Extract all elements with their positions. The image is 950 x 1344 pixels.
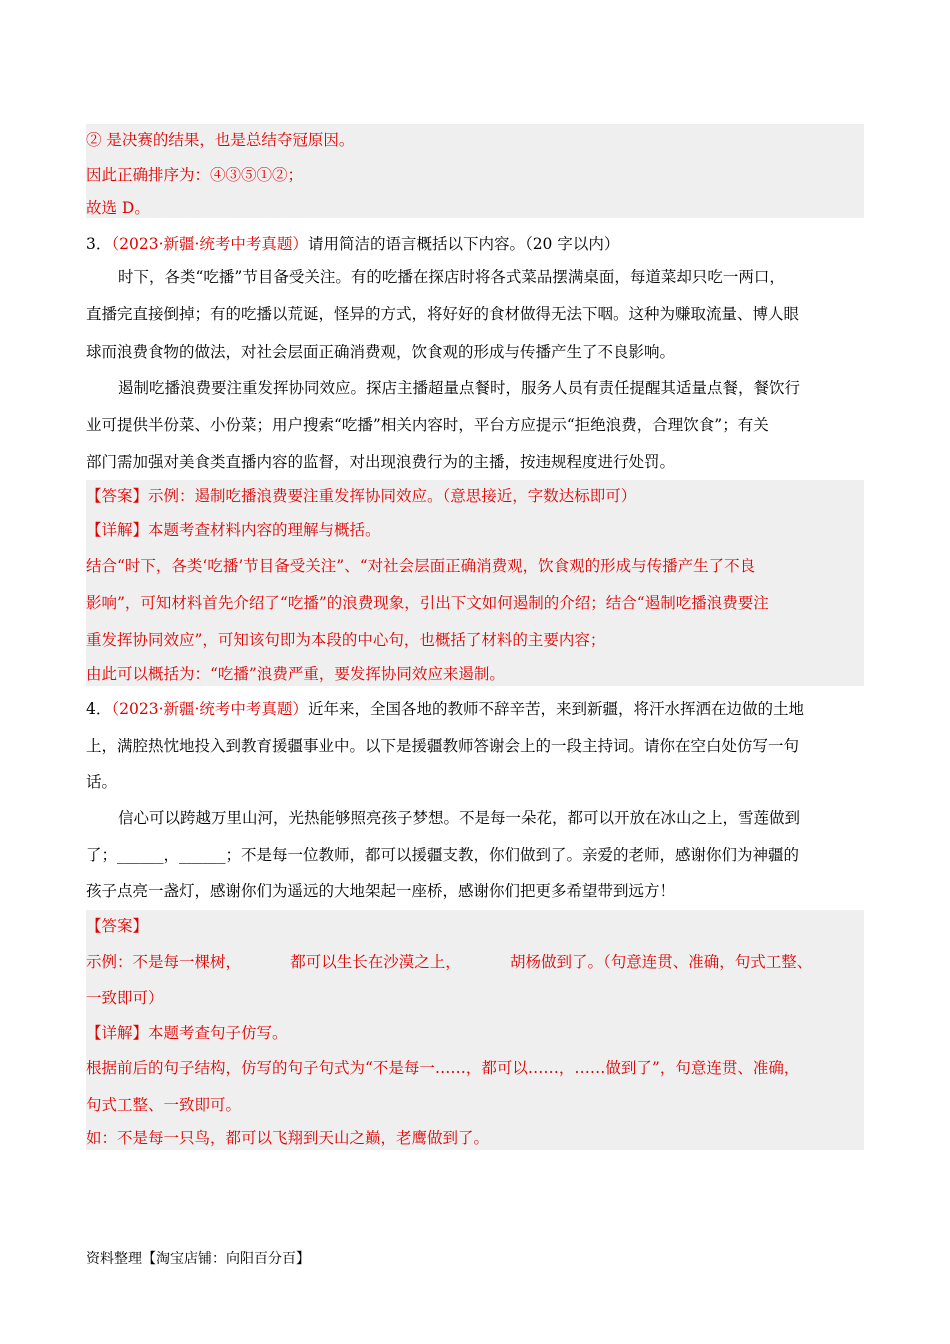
- q4-number: 4．: [86, 700, 112, 718]
- detail-tag: 【详解】: [86, 1024, 149, 1042]
- q4-explain-line: 句式工整、一致即可。: [86, 1096, 242, 1114]
- q3-answer-block: [86, 480, 864, 686]
- q2-analysis-line: ② 是决赛的结果，也是总结夺冠原因。: [86, 131, 355, 149]
- answer-tag: 【答案】: [86, 487, 149, 505]
- q3-explain-line: 重发挥协同效应”，可知该句即为本段的中心句，也概括了材料的主要内容；: [86, 631, 606, 649]
- q3-passage-line: 直播完直接倒掉；有的吃播以荒诞，怪异的方式，将好好的食材做得无法下咽。这种为赚取流量、博人眼: [86, 305, 800, 323]
- q4-passage-line: 信心可以跨越万里山河，光热能够照亮孩子梦想。不是每一朵花，都可以开放在冰山之上，雪莲做到: [118, 809, 801, 827]
- q4-answer-block: [86, 910, 864, 1150]
- q3-detail: 【详解】本题考查材料内容的理解与概括。: [86, 521, 381, 539]
- q4-prompt-line: 上，满腔热忱地投入到教育援疆事业中。以下是援疆教师答谢会上的一段主持词。请你在空白处仿写一句: [86, 737, 800, 755]
- q3-source: （2023·新疆·统考中考真题）: [111, 235, 308, 253]
- q4-answer-tag: 【答案】: [86, 917, 149, 935]
- q3-explain-line: 影响”，可知材料首先介绍了“吃播”的浪费现象，引出下文如何遏制的介绍；结合“遏制吃播浪费要注: [86, 594, 769, 612]
- q4-answer-line: 一致即可）: [86, 989, 164, 1007]
- q4-prompt: 近年来，全国各地的教师不辞辛苦，来到新疆，将汗水挥洒在边做的土地: [307, 700, 804, 718]
- detail-tag: 【详解】: [86, 521, 149, 539]
- q3-explain-line: 由此可以概括为：“吃播”浪费严重，要发挥协同效应来遏制。: [86, 665, 505, 683]
- q4-explain-line: 根据前后的句子结构，仿写的句子句式为“不是每一……，都可以……，……做到了”，句意连贯、准确，: [86, 1059, 800, 1077]
- q3-header: [86, 234, 619, 254]
- q4-prompt-line: 话。: [86, 773, 118, 791]
- q3-answer: 【答案】示例：遏制吃播浪费要注重发挥协同效应。（意思接近，字数达标即可）: [86, 487, 637, 505]
- q3-explain-line: 结合“时下，各类‘吃播’节目备受关注”、“对社会层面正确消费观，饮食观的形成与传播产生了不良: [86, 557, 756, 575]
- q2-answer-tail: [86, 124, 864, 218]
- q2-order-line: 因此正确排序为：④③⑤①②；: [86, 166, 304, 184]
- q3-prompt: 请用简洁的语言概括以下内容。（20 字以内）: [307, 235, 620, 253]
- q3-number: 3．: [86, 235, 112, 253]
- q3-passage-line: 时下，各类“吃播”节目备受关注。有的吃播在探店时将各式菜品摆满桌面，每道菜却只吃一两口，: [118, 268, 785, 286]
- q3-passage-line: 遏制吃播浪费要注重发挥协同效应。探店主播超量点餐时，服务人员有责任提醒其适量点餐，餐饮行: [118, 379, 801, 397]
- q4-detail: 【详解】本题考查句子仿写。: [86, 1024, 288, 1042]
- q3-passage-line: 部门需加强对美食类直播内容的监督，对出现浪费行为的主播，按违规程度进行处罚。: [86, 453, 676, 471]
- q4-source: （2023·新疆·统考中考真题）: [111, 700, 308, 718]
- q3-passage-line: 球而浪费食物的做法，对社会层面正确消费观，饮食观的形成与传播产生了不良影响。: [86, 343, 676, 361]
- q3-passage-line: 业可提供半份菜、小份菜；用户搜索“吃播”相关内容时，平台方应提示“拒绝浪费，合理饮食”；有关: [86, 416, 769, 434]
- q4-passage-line: 孩子点亮一盏灯，感谢你们为遥远的大地架起一座桥，感谢你们把更多希望带到远方！: [86, 882, 676, 900]
- q4-answer-line: 示例：不是每一棵树， 都可以生长在沙漠之上， 胡杨做到了。（句意连贯、准确，句式工整、: [86, 953, 813, 971]
- q4-passage-line: 了；______，______；不是每一位教师，都可以援疆支教，你们做到了。亲爱的老师，感谢你们为神疆的: [86, 846, 800, 864]
- q4-explain-line: 如：不是每一只鸟，都可以飞翔到天山之巅，老鹰做到了。: [86, 1129, 490, 1147]
- q2-choice-line: 故选 D。: [86, 199, 150, 217]
- page-footer: 资料整理【淘宝店铺：向阳百分百】: [86, 1251, 310, 1267]
- q4-header: [86, 699, 804, 719]
